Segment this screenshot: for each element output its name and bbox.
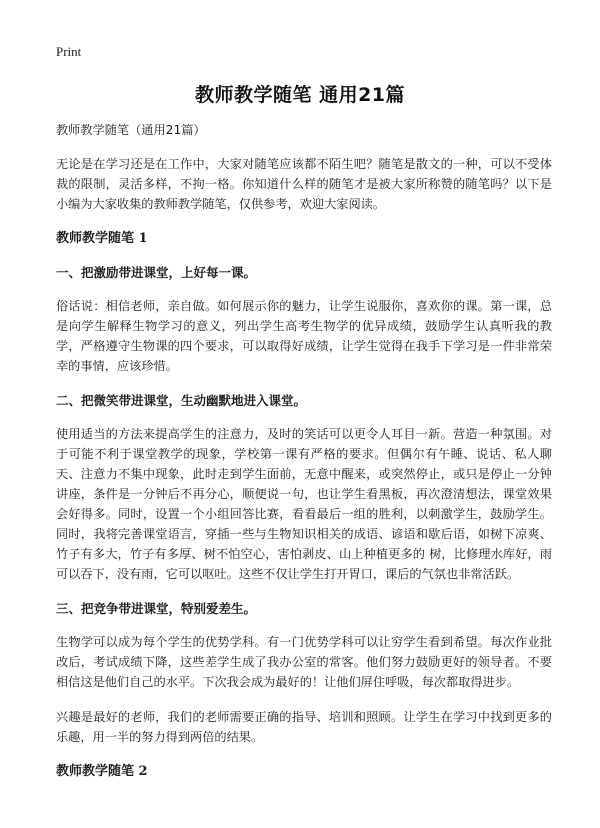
section-3-heading: 三、把竞争带进课堂，特别爱差生。 [56,601,257,616]
intro-paragraph: 无论是在学习还是在工作中，大家对随笔应该都不陌生吧？随笔是散文的一种，可以不受体裁的限制，灵活多样，不拘一格。你知道什么样的随笔才是被大家所称赞的随笔吗？以下是小编为大家收集的教师教学随笔，仅供参考，欢迎大家阅读。 [56,157,552,211]
section-3-paragraph-2: 兴趣是最好的老师，我们的老师需要正确的指导、培训和照顾。让学生在学习中找到更多的乐趣，用一半的努力得到两倍的结果。 [56,710,552,744]
document-subtitle: 教师教学随笔（通用21篇） [56,123,206,137]
essay-2-heading: 教师教学随笔 2 [56,764,148,779]
section-3-paragraph-1: 生物学可以成为每个学生的优势学科。有一门优势学科可以让穷学生看到希望。每次作业批改后，考试成绩下降，这些差学生成了我办公室的常客。他们努力鼓励更好的领导者。不要相信这是他们自己的水平。下次我会成为最好的！让他们屏住呼吸，每次都取得进步。 [56,635,552,689]
section-2-heading: 二、把微笑带进课堂，生动幽默地进入课堂。 [56,393,307,408]
print-label[interactable]: Print [56,44,82,59]
section-1-heading: 一、把激励带进课堂，上好每一课。 [56,265,257,280]
essay-1-heading: 教师教学随笔 1 [56,231,148,246]
page-title: 教师教学随笔 通用21篇 [194,84,406,106]
document-body [56,120,552,796]
section-1-paragraph: 俗话说：相信老师，亲自做。如何展示你的魅力，让学生说服你，喜欢你的课。第一课，总是向学生解释生物学习的意义，列出学生高考生物学的优异成绩，鼓励学生认真听我的教学，严格遵守生物课的四个要求，可以取得好成绩，让学生觉得在我手下学习是一件非常荣幸的事情，应该珍惜。 [56,299,552,373]
section-2-paragraph: 使用适当的方法来提高学生的注意力，及时的笑话可以更令人耳目一新。营造一种氛围。对于可能不利于课堂教学的现象，学校第一课有严格的要求。但偶尔有午睡、说话、私人聊天、注意力不集中现象，此时走到学生面前，无意中醒来，或突然停止，或只是停止一分钟讲座，条件是一分钟后不再分心，顺便说一句，也让学生看黑板，再次澄清想法，课堂效果会好得多。同时，设置一个小组回答比赛，看看最后一组的胜利，以刺激学生，鼓励学生。同时，我将完善课堂语言，穿插一些与生物知识相关的成语、谚语和歇后语，如树下凉爽、竹子有多大，竹子有多厚、树不怕空心，害怕剥皮、山上种植更多的 树，比修理水库好，雨可以吞下，没有雨，它可以呕吐。这些不仅让学生打开胃口，课后的气氛也非常活跃。 [56,427,552,581]
